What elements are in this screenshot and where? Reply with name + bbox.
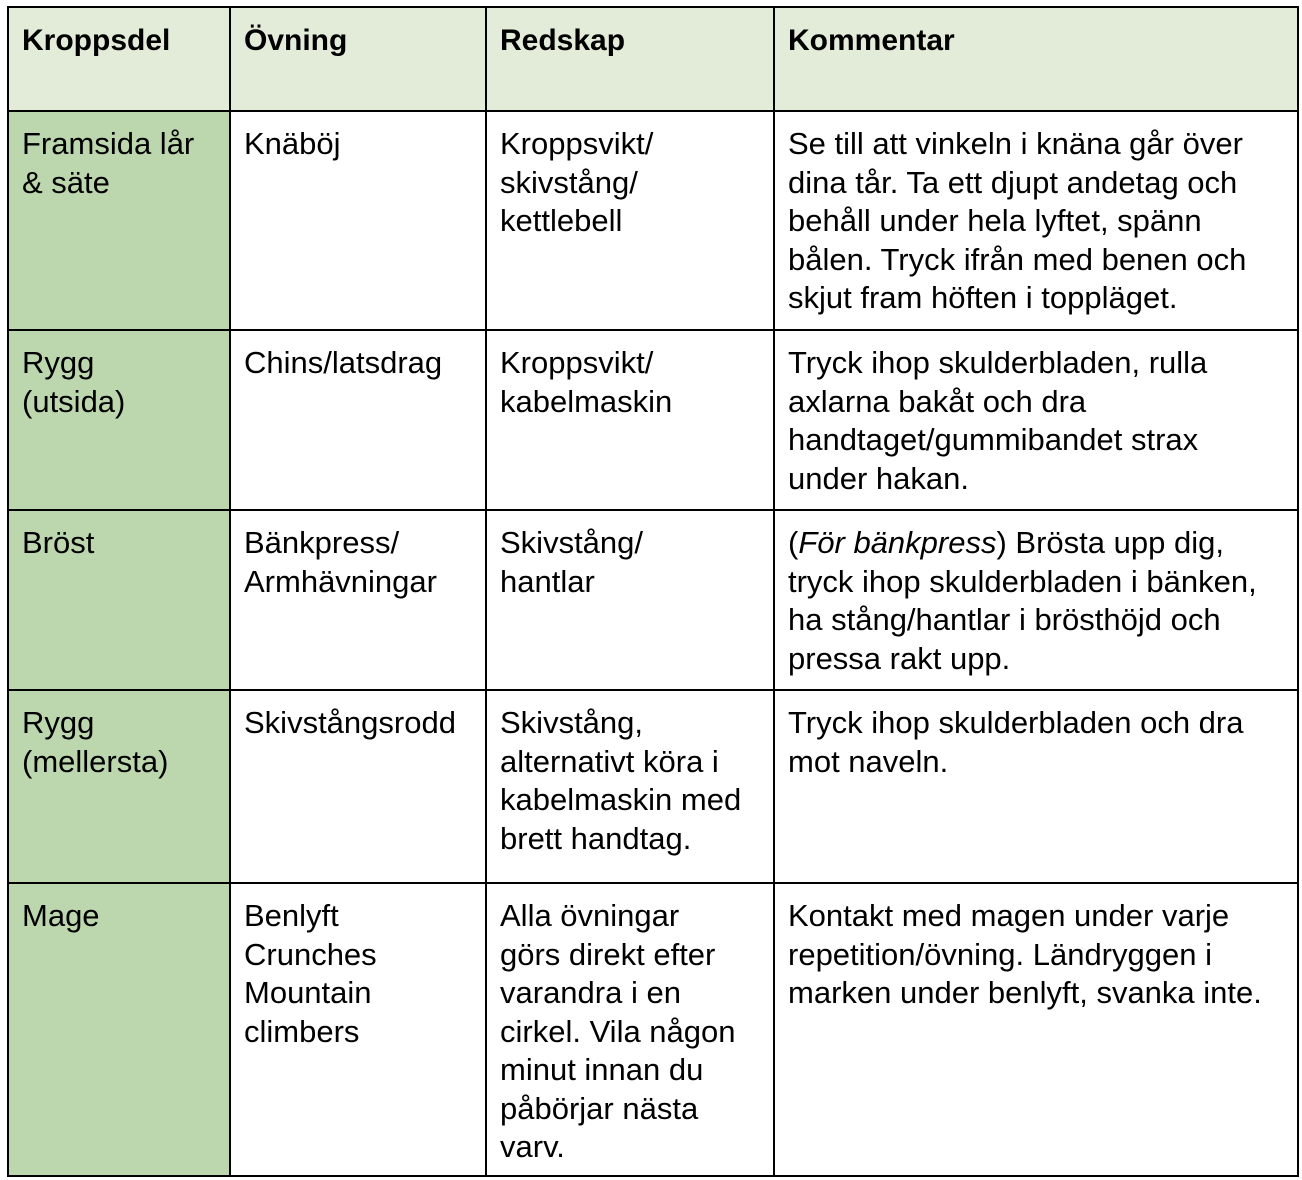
cell-redskap: Kroppsvikt/ skivstång/ kettlebell — [486, 111, 774, 330]
table-row — [8, 883, 1298, 1176]
header-ovning: Övning — [230, 7, 486, 111]
table-row — [8, 690, 1298, 883]
cell-ovning: Benlyft Crunches Mountain climbers — [230, 883, 486, 1176]
cell-redskap: Kroppsvikt/ kabelmaskin — [486, 330, 774, 510]
cell-kommentar: Tryck ihop skulderbladen och dra mot naveln. — [774, 690, 1298, 883]
cell-redskap: Skivstång, alternativt köra i kabelmaskin med brett handtag. — [486, 690, 774, 883]
cell-kroppsdel: Mage — [8, 883, 230, 1176]
table-row — [8, 111, 1298, 330]
cell-kommentar: Tryck ihop skulderbladen, rulla axlarna bakåt och dra handtaget/gummibandet strax under hakan. — [774, 330, 1298, 510]
cell-redskap: Skivstång/ hantlar — [486, 510, 774, 690]
kommentar-open-paren: ( — [788, 525, 799, 560]
header-kroppsdel: Kroppsdel — [8, 7, 230, 111]
exercise-table — [7, 6, 1299, 1177]
cell-redskap: Alla övningar görs direkt efter varandra i en cirkel. Vila någon minut innan du påbörjar nästa varv. — [486, 883, 774, 1176]
table-header — [8, 7, 1298, 111]
cell-ovning: Skivstångsrodd — [230, 690, 486, 883]
cell-kroppsdel: Rygg (mellersta) — [8, 690, 230, 883]
kommentar-text: ) Brösta upp dig, tryck ihop skulderbladen i bänken, ha stång/hantlar i brösthöjd och pressa rakt upp. — [788, 525, 1257, 676]
cell-kroppsdel: Bröst — [8, 510, 230, 690]
cell-kommentar — [774, 510, 1298, 690]
table-row — [8, 510, 1298, 690]
kommentar-italic: För bänkpress — [798, 525, 997, 560]
header-redskap: Redskap — [486, 7, 774, 111]
cell-kommentar: Se till att vinkeln i knäna går över dina tår. Ta ett djupt andetag och behåll under hela lyftet, spänn bålen. Tryck ifrån med benen och skjut fram höften i toppläget. — [774, 111, 1298, 330]
cell-ovning: Chins/latsdrag — [230, 330, 486, 510]
cell-ovning: Bänkpress/ Armhävningar — [230, 510, 486, 690]
cell-ovning: Knäböj — [230, 111, 486, 330]
header-kommentar: Kommentar — [774, 7, 1298, 111]
cell-kroppsdel: Framsida lår & säte — [8, 111, 230, 330]
header-row — [8, 7, 1298, 111]
table-body — [8, 111, 1298, 1176]
cell-kommentar: Kontakt med magen under varje repetition/övning. Ländryggen i marken under benlyft, svanka inte. — [774, 883, 1298, 1176]
table-row — [8, 330, 1298, 510]
cell-kroppsdel: Rygg (utsida) — [8, 330, 230, 510]
